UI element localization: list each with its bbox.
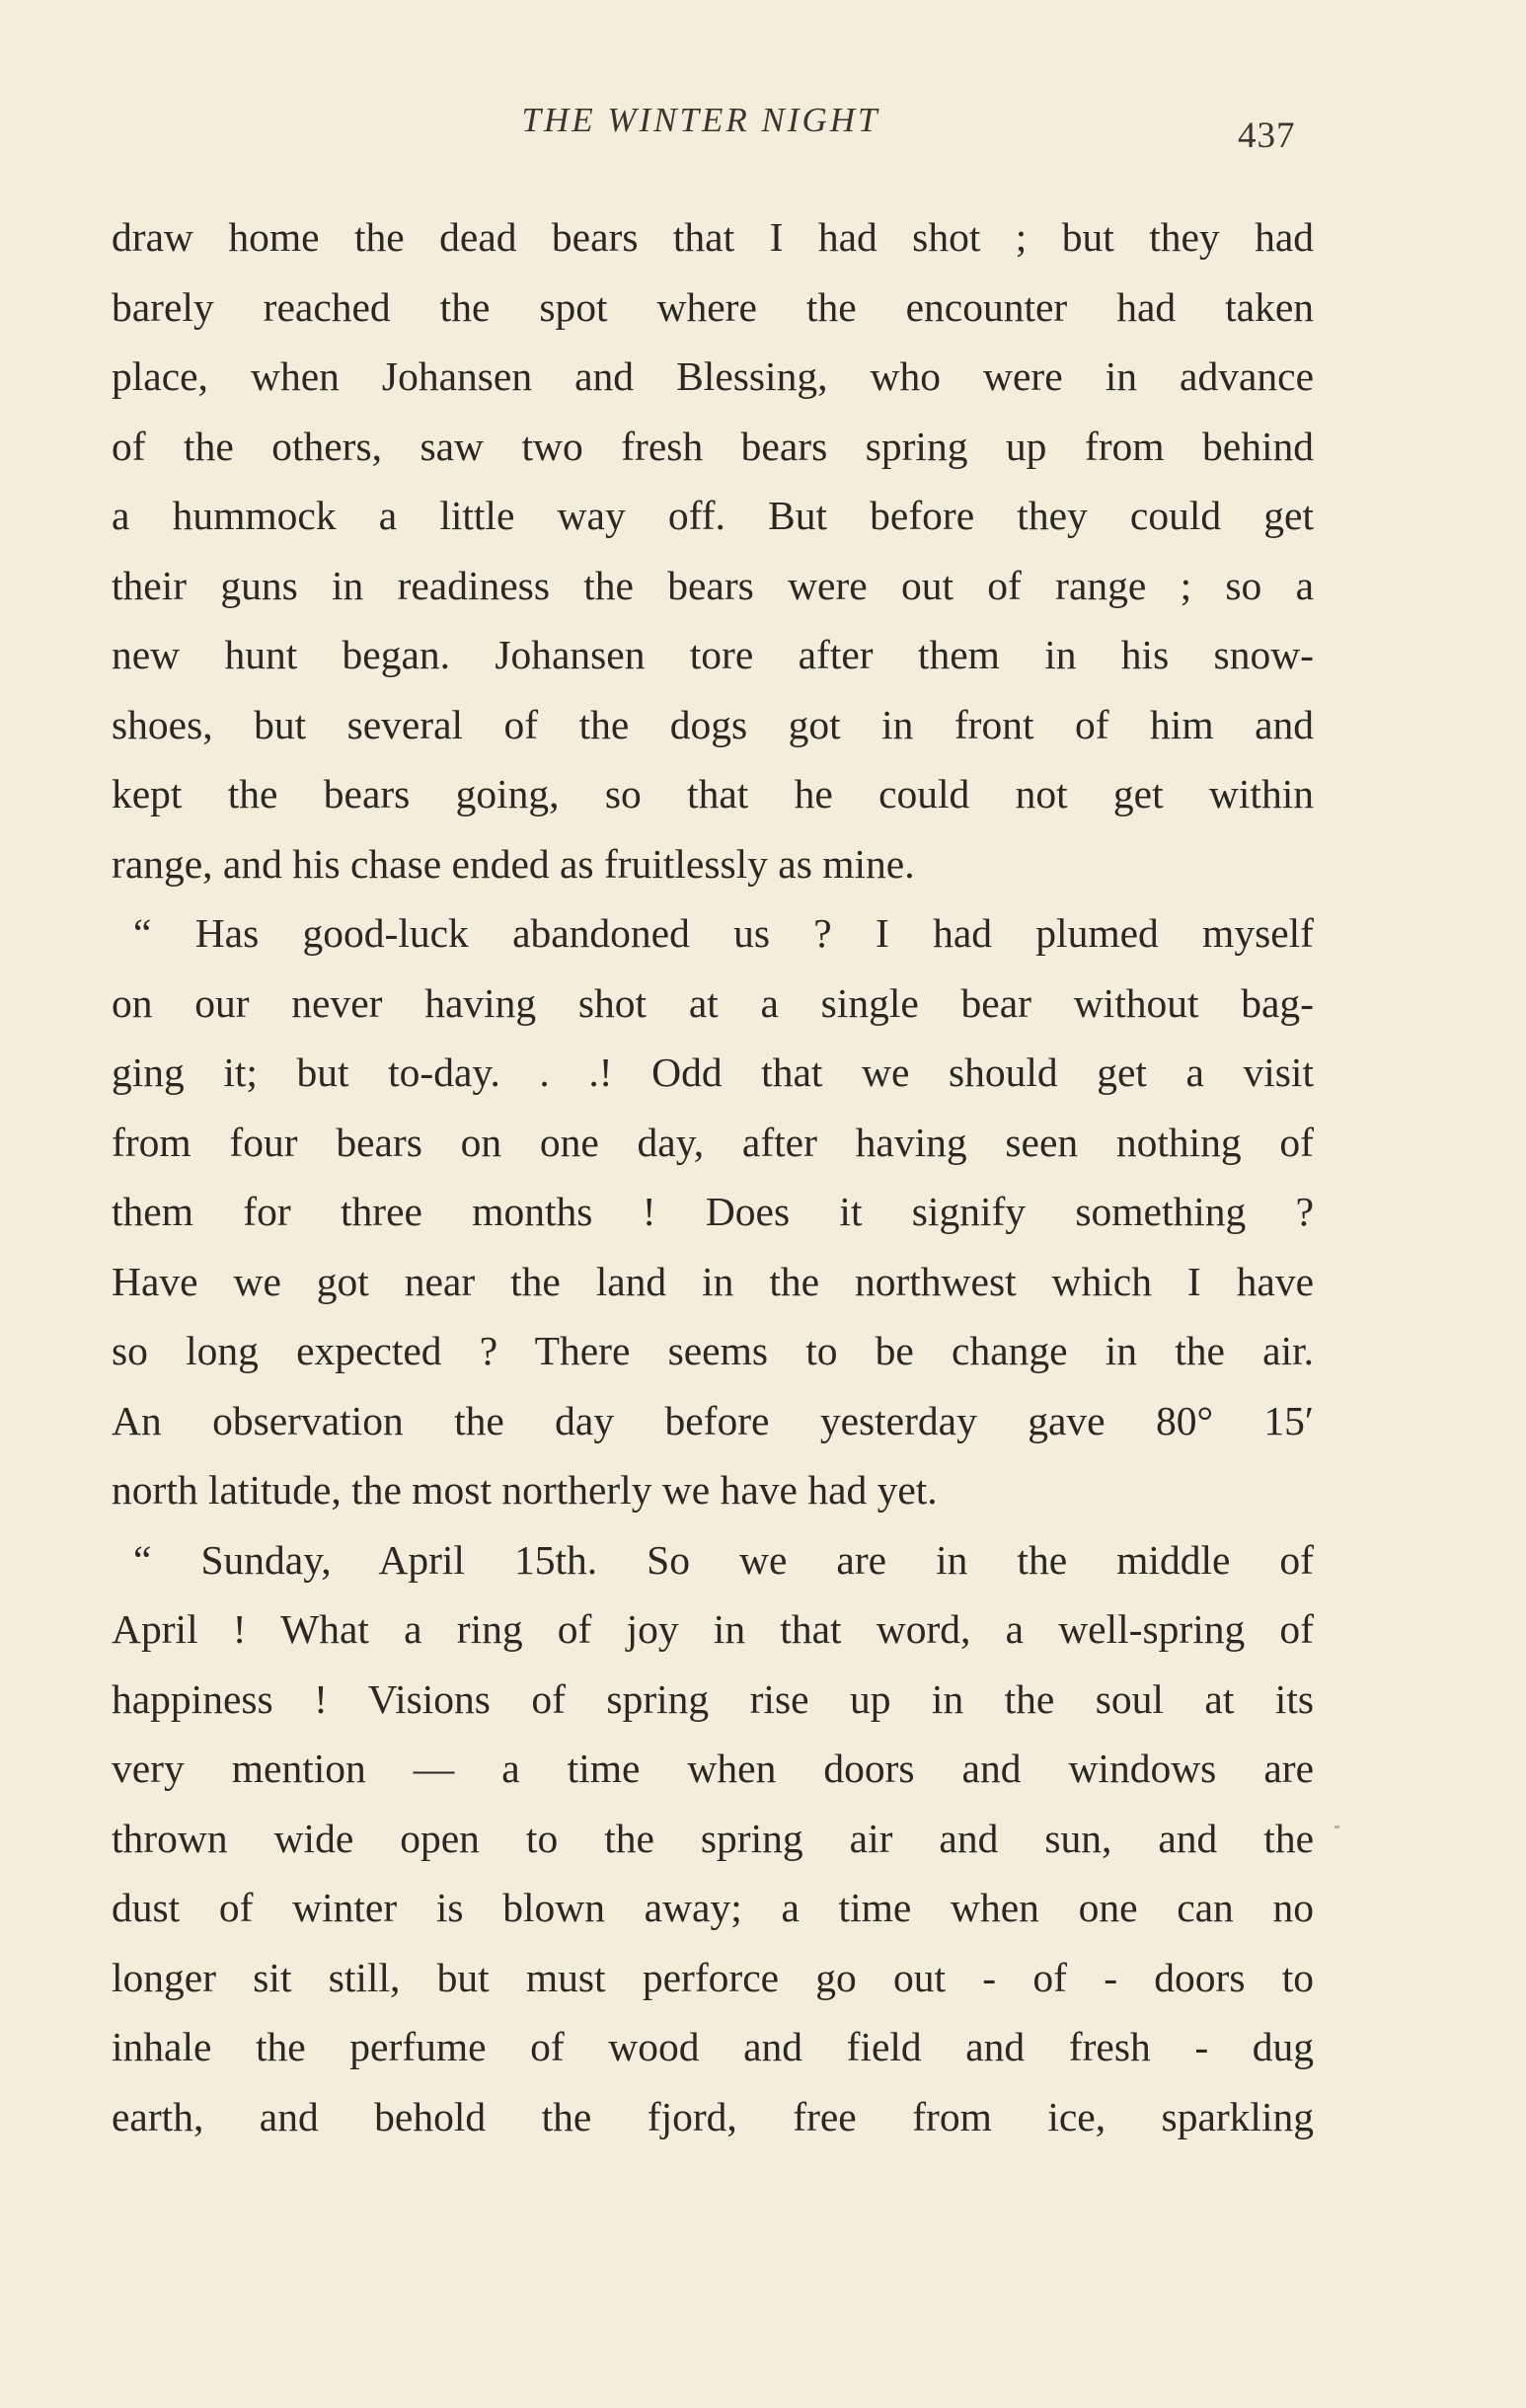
text-line: range, and his chase ended as fruitlessly as mine. [112,840,915,887]
text-line: north latitude, the most northerly we have had yet. [112,1467,938,1513]
text-line: on our never having shot at a single bear without bag- [112,979,1314,1026]
running-title: THE WINTER NIGHT [521,101,880,139]
body-text [112,202,1314,2151]
text-line: place, when Johansen and Blessing, who were in advance [112,353,1314,399]
text-line: Have we got near the land in the northwest which I have [112,1258,1314,1304]
text-line: barely reached the spot where the encounter had taken [112,283,1314,330]
text-line: a hummock a little way off. But before they could get [112,493,1314,538]
text-line: April ! What a ring of joy in that word, a well-spring of [112,1606,1314,1652]
page-number: 437 [1238,116,1296,156]
text-line: inhale the perfume of wood and field and fresh - dug [112,2024,1314,2069]
text-line: dust of winter is blown away; a time when one can no [112,1885,1314,1930]
text-line: their guns in readiness the bears were out of range ; so a [112,562,1314,608]
text-line: happiness ! Visions of spring rise up in the soul at its [112,1675,1314,1722]
text-line: so long expected ? There seems to be change in the air. [112,1328,1314,1373]
text-line: from four bears on one day, after having seen nothing of [112,1119,1314,1165]
text-line: very mention — a time when doors and windows are [112,1746,1314,1791]
text-line: longer sit still, but must perforce go out - of - doors to [112,1954,1314,2000]
text-line: ging it; but to-day. . .! Odd that we should get a visit [112,1049,1314,1095]
text-line: earth, and behold the fjord, free from ice, sparkling [112,2093,1314,2139]
text-line: thrown wide open to the spring air and sun, and the [112,1815,1314,1861]
text-line: them for three months ! Does it signify something ? [112,1189,1314,1234]
text-line: kept the bears going, so that he could not get within [112,771,1314,816]
text-line: new hunt began. Johansen tore after them in his snow- [112,632,1314,677]
text-line: of the others, saw two fresh bears spring up from behind [112,423,1314,469]
margin-speck [1335,1825,1339,1828]
text-line: “ Sunday, April 15th. So we are in the middle of [133,1536,1314,1583]
text-line: An observation the day before yesterday gave 80° 15′ [112,1397,1314,1443]
text-line: draw home the dead bears that I had shot ; but they had [112,214,1314,260]
text-line: “ Has good-luck abandoned us ? I had plumed myself [133,910,1314,956]
text-line: shoes, but several of the dogs got in front of him and [112,701,1314,747]
